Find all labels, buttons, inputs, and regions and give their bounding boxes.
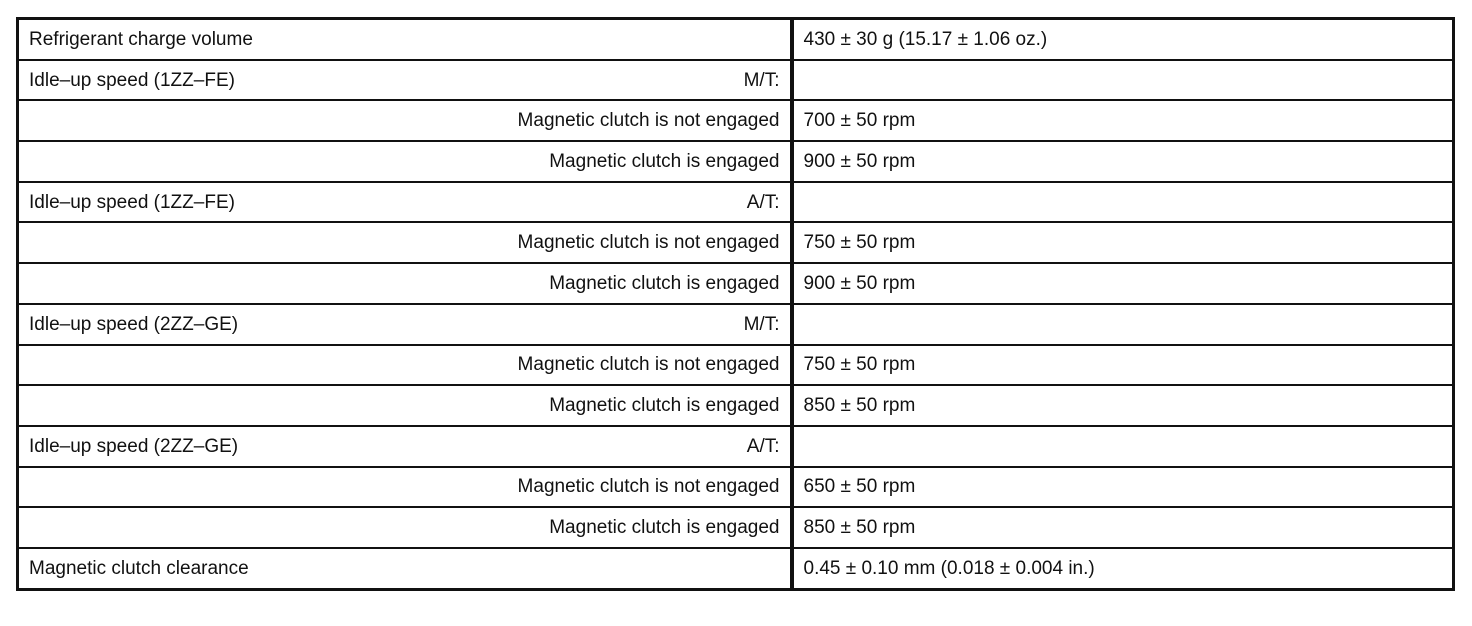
spec-label: Idle–up speed (1ZZ–FE) bbox=[29, 69, 235, 91]
spec-label-cell bbox=[18, 100, 792, 141]
table-row bbox=[18, 548, 1454, 589]
spec-label-cell bbox=[18, 182, 792, 223]
table-row bbox=[18, 385, 1454, 426]
spec-transmission-qualifier: M/T: bbox=[743, 69, 780, 91]
spec-label-cell bbox=[18, 19, 792, 60]
spec-label-cell bbox=[18, 548, 792, 589]
spec-value bbox=[792, 182, 1454, 223]
spec-transmission-qualifier: A/T: bbox=[746, 191, 780, 213]
spec-value: 0.45 ± 0.10 mm (0.018 ± 0.004 in.) bbox=[792, 548, 1454, 589]
table-row bbox=[18, 19, 1454, 60]
spec-value: 430 ± 30 g (15.17 ± 1.06 oz.) bbox=[792, 19, 1454, 60]
spec-value: 650 ± 50 rpm bbox=[792, 467, 1454, 508]
spec-label-cell bbox=[18, 467, 792, 508]
spec-label: Refrigerant charge volume bbox=[29, 28, 253, 50]
table-row bbox=[18, 345, 1454, 386]
table-row bbox=[18, 467, 1454, 508]
spec-label: Magnetic clutch clearance bbox=[29, 557, 249, 579]
spec-label-cell bbox=[18, 507, 792, 548]
table-row bbox=[18, 304, 1454, 345]
spec-label: Magnetic clutch is engaged bbox=[549, 517, 780, 539]
spec-label-cell bbox=[18, 304, 792, 345]
spec-label: Magnetic clutch is engaged bbox=[549, 272, 780, 294]
spec-transmission-qualifier: A/T: bbox=[746, 435, 780, 457]
spec-value: 750 ± 50 rpm bbox=[792, 345, 1454, 386]
spec-label-cell bbox=[18, 60, 792, 101]
spec-transmission-qualifier: M/T: bbox=[743, 313, 780, 335]
spec-label-cell bbox=[18, 385, 792, 426]
table-row bbox=[18, 426, 1454, 467]
spec-table bbox=[16, 17, 1455, 591]
spec-label: Magnetic clutch is not engaged bbox=[517, 232, 780, 254]
spec-value bbox=[792, 304, 1454, 345]
spec-value bbox=[792, 60, 1454, 101]
table-row bbox=[18, 263, 1454, 304]
spec-value: 850 ± 50 rpm bbox=[792, 507, 1454, 548]
spec-label: Magnetic clutch is not engaged bbox=[517, 354, 780, 376]
spec-label: Idle–up speed (1ZZ–FE) bbox=[29, 191, 235, 213]
table-row bbox=[18, 60, 1454, 101]
spec-label-cell bbox=[18, 345, 792, 386]
spec-label: Idle–up speed (2ZZ–GE) bbox=[29, 313, 239, 335]
spec-label: Magnetic clutch is engaged bbox=[549, 150, 780, 172]
spec-label: Magnetic clutch is not engaged bbox=[517, 110, 780, 132]
spec-label: Magnetic clutch is engaged bbox=[549, 395, 780, 417]
spec-value: 850 ± 50 rpm bbox=[792, 385, 1454, 426]
spec-value: 750 ± 50 rpm bbox=[792, 222, 1454, 263]
spec-value bbox=[792, 426, 1454, 467]
table-row bbox=[18, 141, 1454, 182]
spec-label-cell bbox=[18, 263, 792, 304]
spec-value: 900 ± 50 rpm bbox=[792, 141, 1454, 182]
spec-value: 900 ± 50 rpm bbox=[792, 263, 1454, 304]
spec-label: Idle–up speed (2ZZ–GE) bbox=[29, 435, 239, 457]
spec-label-cell bbox=[18, 141, 792, 182]
spec-label: Magnetic clutch is not engaged bbox=[517, 476, 780, 498]
table-row bbox=[18, 222, 1454, 263]
table-row bbox=[18, 100, 1454, 141]
spec-label-cell bbox=[18, 222, 792, 263]
table-row bbox=[18, 507, 1454, 548]
spec-table-body bbox=[18, 19, 1454, 590]
table-row bbox=[18, 182, 1454, 223]
spec-label-cell bbox=[18, 426, 792, 467]
spec-value: 700 ± 50 rpm bbox=[792, 100, 1454, 141]
